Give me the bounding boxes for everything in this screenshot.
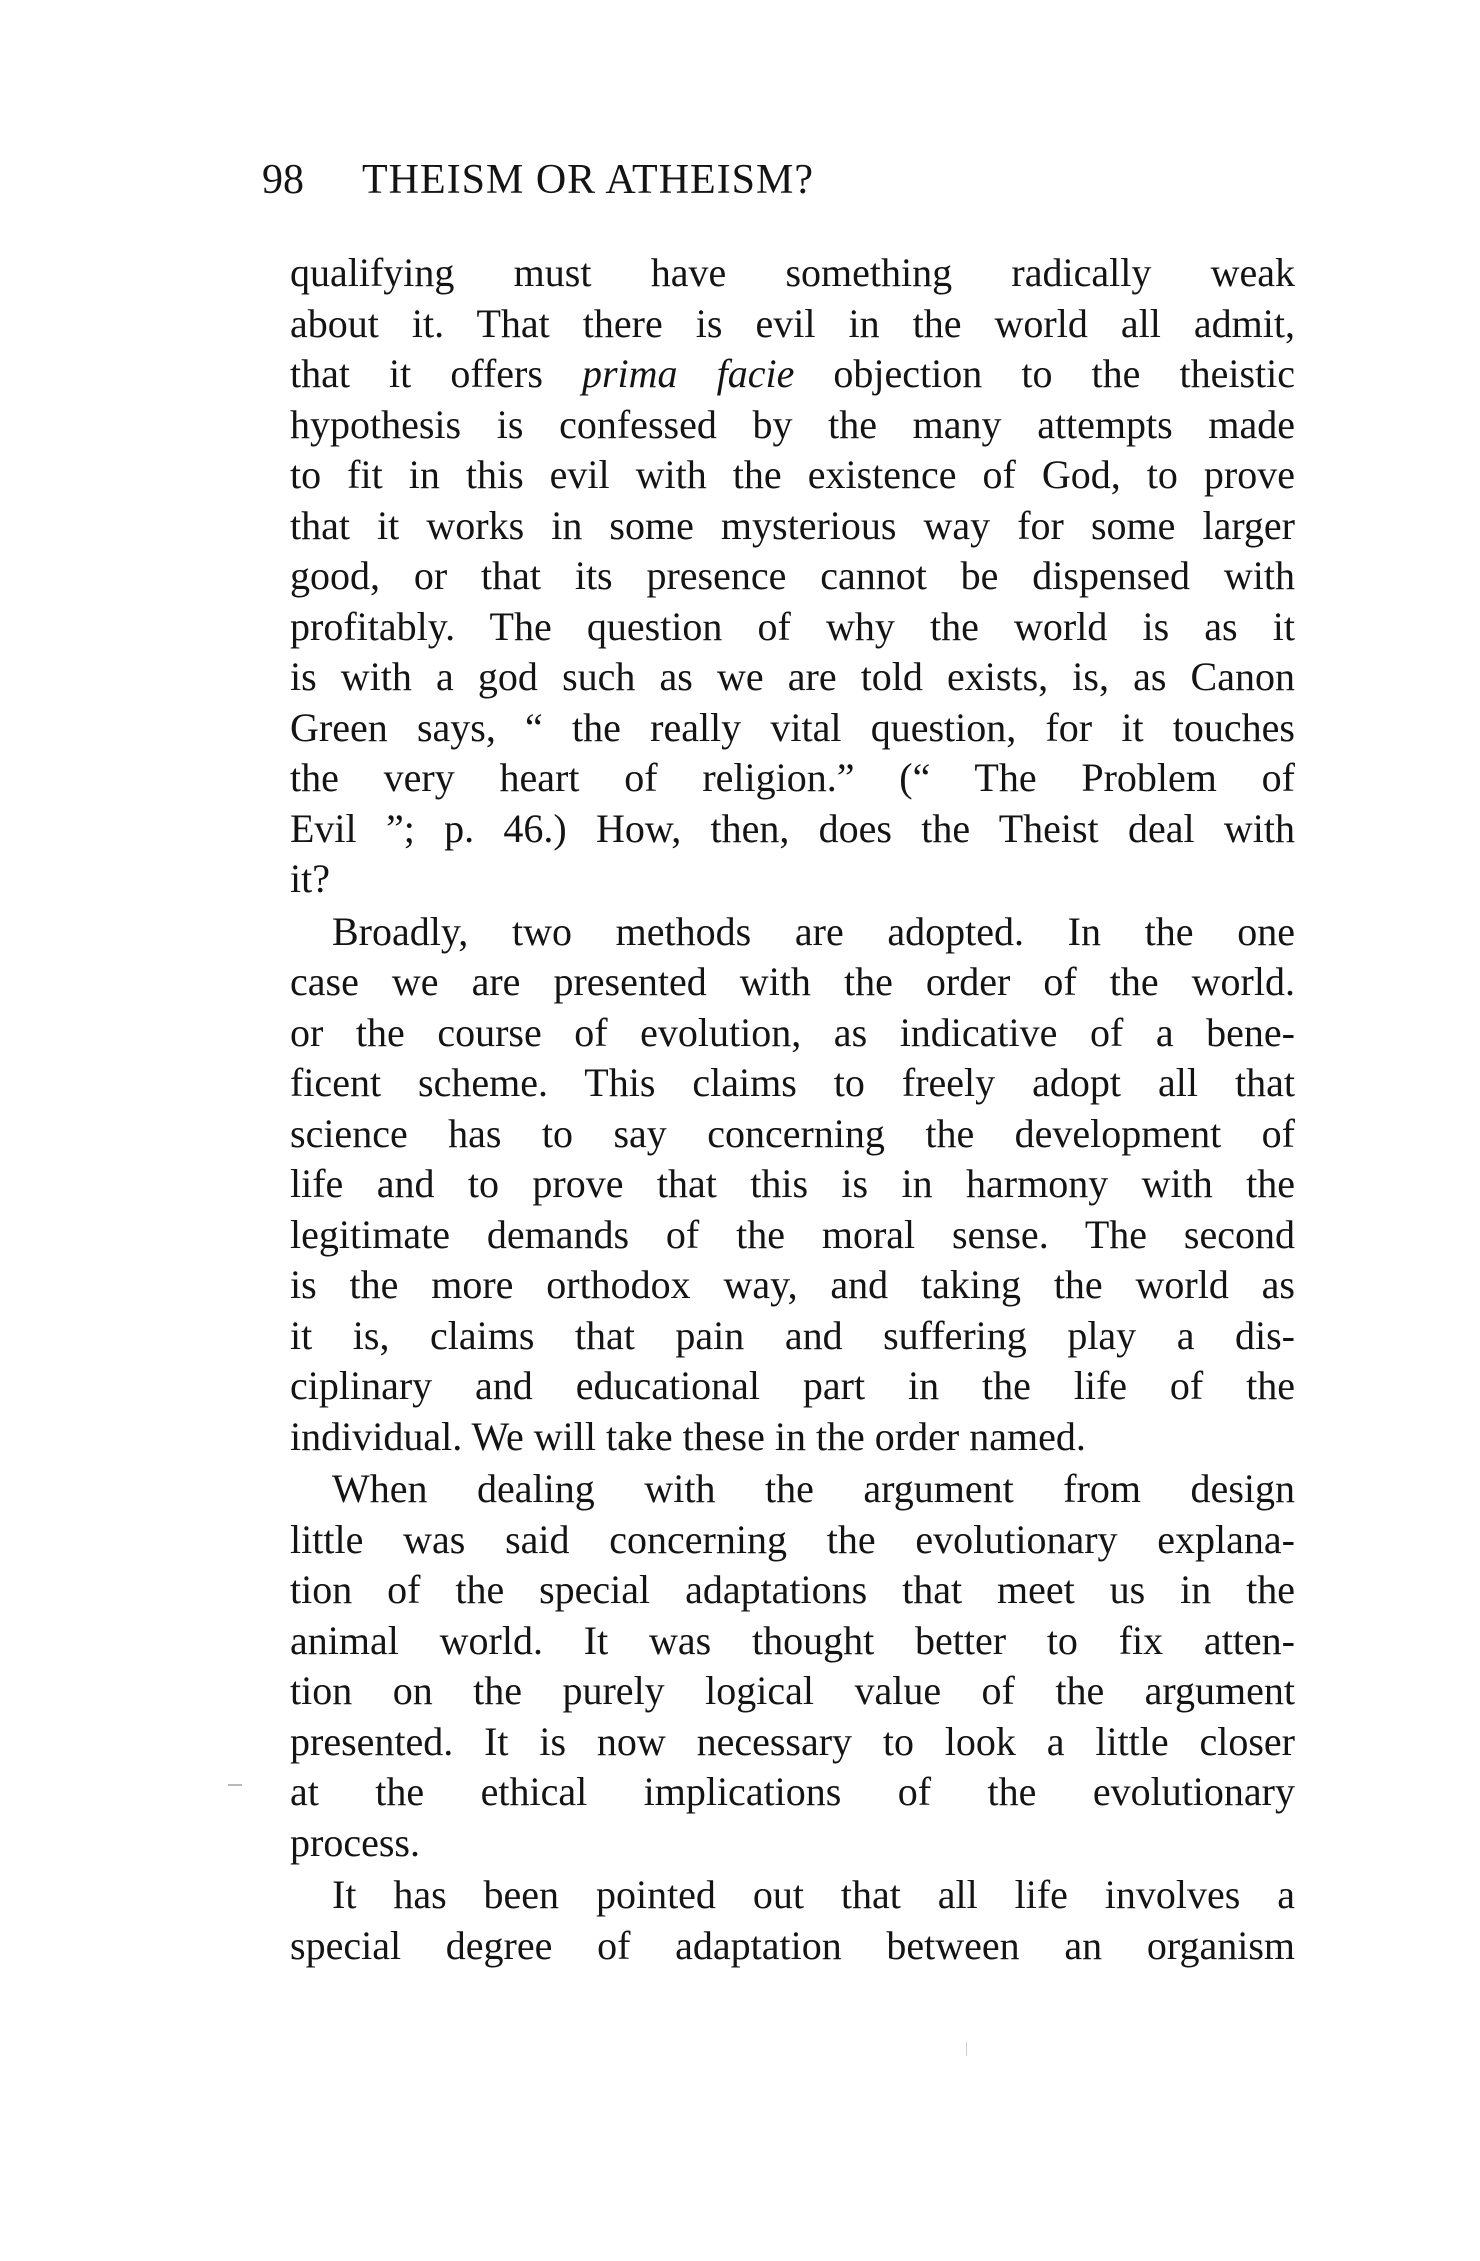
text-line: Broadly, two methods are adopted. In the one	[332, 908, 1295, 954]
text-line: hypothesis is confessed by the many attempts made	[290, 401, 1295, 447]
text-line: animal world. It was thought better to fix atten-	[290, 1617, 1295, 1663]
text-line: Green says, “ the really vital question, for it touches	[290, 704, 1295, 750]
text-line: the very heart of religion.” (“ The Problem of	[290, 755, 1295, 800]
text-line: ficent scheme. This claims to freely adopt all that	[290, 1060, 1295, 1105]
text-line	[290, 349, 1295, 400]
text-line: profitably. The question of why the world is as it	[290, 603, 1295, 649]
text-line: good, or that its presence cannot be dispensed with	[290, 553, 1295, 598]
text-line: When dealing with the argument from design	[332, 1466, 1295, 1511]
text-line: or the course of evolution, as indicative of a bene-	[290, 1009, 1295, 1055]
text-line: case we are presented with the order of the world.	[290, 959, 1295, 1004]
text-line: tion of the special adaptations that meet us in the	[290, 1567, 1295, 1612]
text-line: ciplinary and educational part in the life of the	[290, 1363, 1295, 1408]
text-line: science has to say concerning the development of	[290, 1110, 1295, 1156]
text-line: to fit in this evil with the existence of God, to prove	[290, 452, 1295, 497]
text-line: qualifying must have something radically weak	[290, 250, 1295, 295]
text-line: life and to prove that this is in harmony with the	[290, 1161, 1295, 1206]
text-line: process.	[290, 1819, 420, 1865]
text-line: Evil ”; p. 46.) How, then, does the Theist deal with	[290, 805, 1295, 851]
text-line: about it. That there is evil in the world all admit,	[290, 300, 1295, 346]
text-line: It has been pointed out that all life involves a	[332, 1872, 1295, 1917]
text-line: that it works in some mysterious way for some larger	[290, 502, 1295, 548]
text-line: tion on the purely logical value of the argument	[290, 1668, 1295, 1713]
text-line: special degree of adaptation between an organism	[290, 1922, 1295, 1968]
text-line: is with a god such as we are told exists, is, as Canon	[290, 654, 1295, 699]
text-line: at the ethical implications of the evolutionary	[290, 1769, 1295, 1814]
text-line: presented. It is now necessary to look a little closer	[290, 1718, 1295, 1764]
text-line: it is, claims that pain and suffering play a dis-	[290, 1312, 1295, 1358]
scan-artifact	[966, 2042, 967, 2056]
text-line: it?	[290, 856, 330, 901]
text-line: legitimate demands of the moral sense. The second	[290, 1211, 1295, 1257]
text-line-start: that it offers	[290, 351, 582, 396]
italic-phrase: prima facie	[581, 351, 795, 396]
text-line: individual. We will take these in the order named.	[290, 1413, 1086, 1459]
text-line: is the more orthodox way, and taking the world as	[290, 1262, 1295, 1307]
scan-artifact	[228, 1784, 242, 1786]
running-title: THEISM OR ATHEISM?	[362, 157, 815, 203]
page-header	[262, 150, 1142, 210]
text-line-end: objection to the theistic	[794, 351, 1295, 396]
body-text	[290, 248, 1295, 1971]
page-number: 98	[262, 157, 304, 203]
text-line: little was said concerning the evolutionary explana-	[290, 1516, 1295, 1562]
